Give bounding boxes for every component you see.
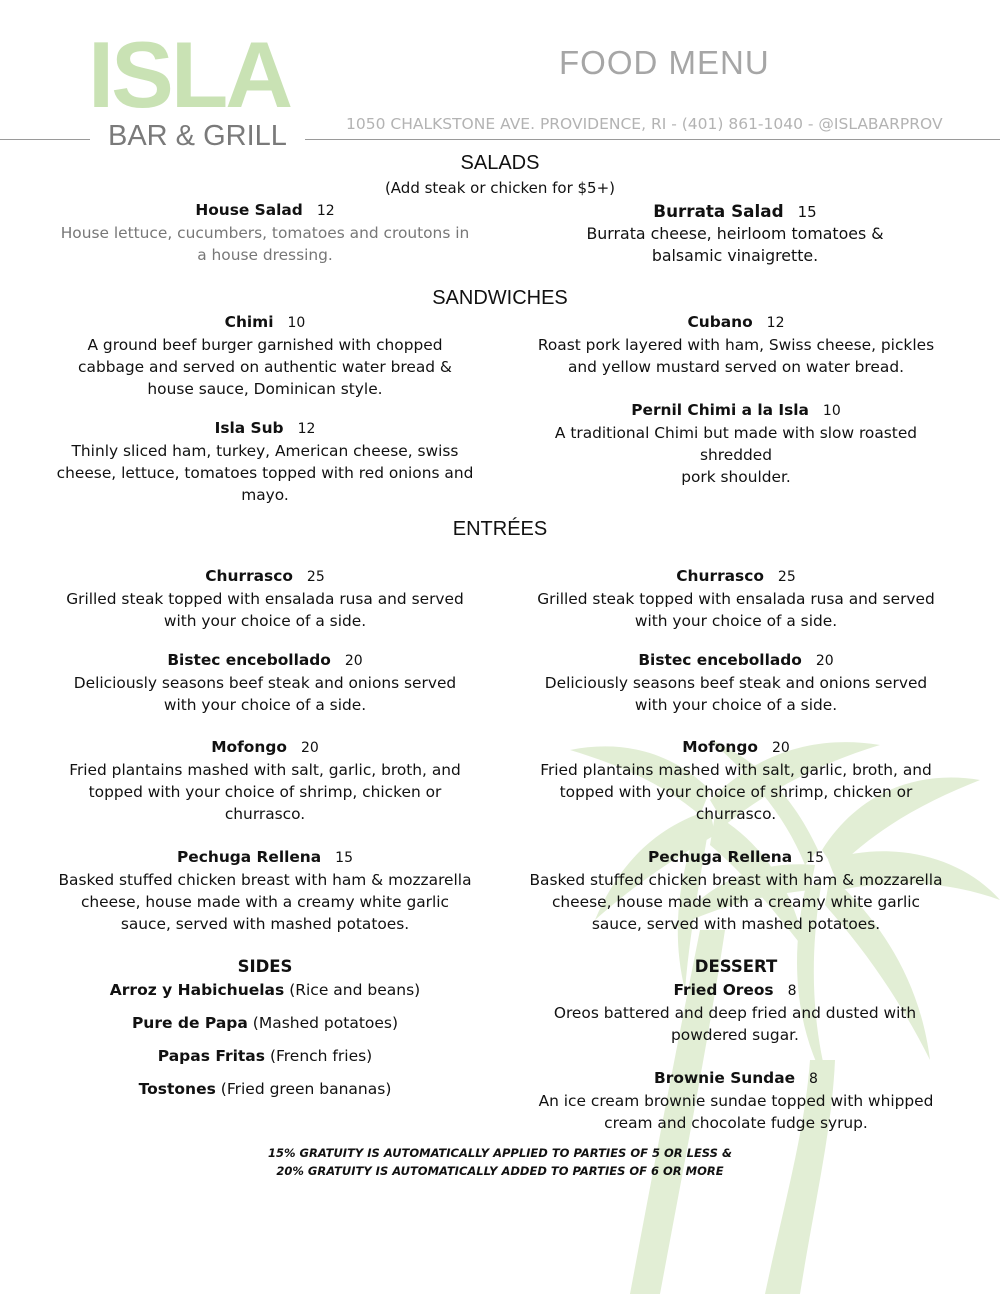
menu-item-isla-sub [54,417,476,506]
item-price: 20 [344,653,363,669]
item-description-line: shredded [699,446,772,464]
item-description: Deliciously seasons beef steak and onions served with your choice of a side. [73,674,457,714]
item-price: 25 [306,569,325,585]
item-price: 12 [316,203,335,219]
menu-item-pernil-chimi [527,399,945,488]
logo-isla: ISLA [88,22,291,127]
menu-item-pechuga-left [56,846,474,935]
menu-item-bistec-left [56,649,474,716]
side-item [56,1078,474,1100]
item-description: Thinly sliced ham, turkey, American cheese, swiss cheese, lettuce, tomatoes topped with red onions and mayo. [56,442,474,504]
logo-subtitle: BAR & GRILL [108,120,287,152]
item-price: 12 [297,421,316,437]
item-description: Fried plantains mashed with salt, garlic, broth, and topped with your choice of shrimp, chicken or churrasco. [540,761,932,823]
menu-item-pechuga-right [527,846,945,935]
section-title-salads: SALADS [460,152,540,174]
menu-item-churrasco-right [527,565,945,632]
item-name: Mofongo [211,738,287,756]
item-description: Oreos battered and deep fried and dusted with powdered sugar. [553,1004,917,1044]
item-name: Chimi [224,313,274,331]
item-price: 8 [787,983,797,999]
menu-item-mofongo-left [56,736,474,825]
menu-item-burrata-salad [552,200,918,267]
menu-item-house-salad [56,199,474,266]
menu-item-churrasco-left [56,565,474,632]
item-description: Fried plantains mashed with salt, garlic, broth, and topped with your choice of shrimp, chicken or churrasco. [69,761,461,823]
item-name: Mofongo [682,738,758,756]
side-name: Arroz y Habichuelas [109,981,285,999]
item-price: 8 [809,1071,818,1087]
item-description: House lettuce, cucumbers, tomatoes and croutons in a house dressing. [60,224,470,264]
item-name: Cubano [687,313,753,331]
item-description-line: pork shoulder. [681,468,791,486]
item-price: 20 [815,653,834,669]
item-name: Pechuga Rellena [648,848,793,866]
side-name: Tostones [138,1080,216,1098]
item-price: 10 [822,403,841,419]
menu-item-fried-oreos [545,979,925,1046]
item-description: Grilled steak topped with ensalada rusa and served with your choice of a side. [66,590,464,630]
side-description: (French fries) [269,1047,373,1065]
item-description: Basked stuffed chicken breast with ham & mozzarella cheese, house made with a creamy white garlic sauce, served with mashed potatoes. [58,871,472,933]
item-name: Brownie Sundae [654,1069,796,1087]
section-title-entrees: ENTRÉES [452,518,548,540]
item-name: Churrasco [676,567,764,585]
side-name: Papas Fritas [157,1047,265,1065]
menu-item-bistec-right [527,649,945,716]
item-price: 15 [797,203,817,221]
item-name: Pernil Chimi a la Isla [631,401,809,419]
side-description: (Fried green bananas) [220,1080,392,1098]
side-item [56,1045,474,1067]
side-item [56,979,474,1001]
item-description: A ground beef burger garnished with chopped cabbage and served on authentic water bread & house sauce, Dominican style. [78,336,452,398]
page-title: FOOD MENU [559,44,770,81]
side-description: (Mashed potatoes) [252,1014,399,1032]
item-description: An ice cream brownie sundae topped with whipped cream and chocolate fudge syrup. [538,1092,934,1132]
menu-item-mofongo-right [527,736,945,825]
item-name: Isla Sub [214,419,284,437]
section-title-sides: SIDES [237,957,293,976]
address-line: 1050 CHALKSTONE AVE. PROVIDENCE, RI - (401) 861-1040 - @ISLABARPROV [346,115,943,133]
item-price: 15 [335,850,353,866]
item-description: Burrata cheese, heirloom tomatoes & balsamic vinaigrette. [586,224,884,265]
section-title-sandwiches: SANDWICHES [432,287,568,309]
item-name: Fried Oreos [673,981,774,999]
item-price: 25 [777,569,796,585]
header-rule-right [305,139,1000,140]
item-price: 10 [287,315,306,331]
menu-item-brownie-sundae [530,1067,942,1134]
side-description: (Rice and beans) [289,981,421,999]
menu-item-cubano [536,311,936,378]
item-price: 20 [771,740,790,756]
item-name: Bistec encebollado [167,651,331,669]
item-price: 12 [766,315,785,331]
gratuity-note-line1: 15% GRATUITY IS AUTOMATICALLY APPLIED TO PARTIES OF 5 OR LESS & [268,1146,732,1160]
menu-item-chimi [70,311,460,400]
item-name: House Salad [195,201,303,219]
item-name: Churrasco [205,567,293,585]
gratuity-note-line2: 20% GRATUITY IS AUTOMATICALLY ADDED TO PARTIES OF 6 OR MORE [276,1164,724,1178]
item-name: Burrata Salad [653,201,784,221]
item-description: Basked stuffed chicken breast with ham & mozzarella cheese, house made with a creamy white garlic sauce, served with mashed potatoes. [529,871,943,933]
item-name: Pechuga Rellena [177,848,322,866]
header-rule-left [0,139,90,140]
item-name: Bistec encebollado [638,651,802,669]
section-title-dessert: DESSERT [694,957,778,976]
salads-note: (Add steak or chicken for $5+) [384,179,616,197]
item-description: Roast pork layered with ham, Swiss cheese, pickles and yellow mustard served on water bread. [537,336,935,376]
side-name: Pure de Papa [131,1014,248,1032]
item-description: Deliciously seasons beef steak and onions served with your choice of a side. [544,674,928,714]
item-description-line: A traditional Chimi but made with slow roasted [554,424,918,442]
item-price: 20 [300,740,319,756]
item-price: 15 [806,850,824,866]
side-item [56,1012,474,1034]
item-description: Grilled steak topped with ensalada rusa and served with your choice of a side. [537,590,935,630]
